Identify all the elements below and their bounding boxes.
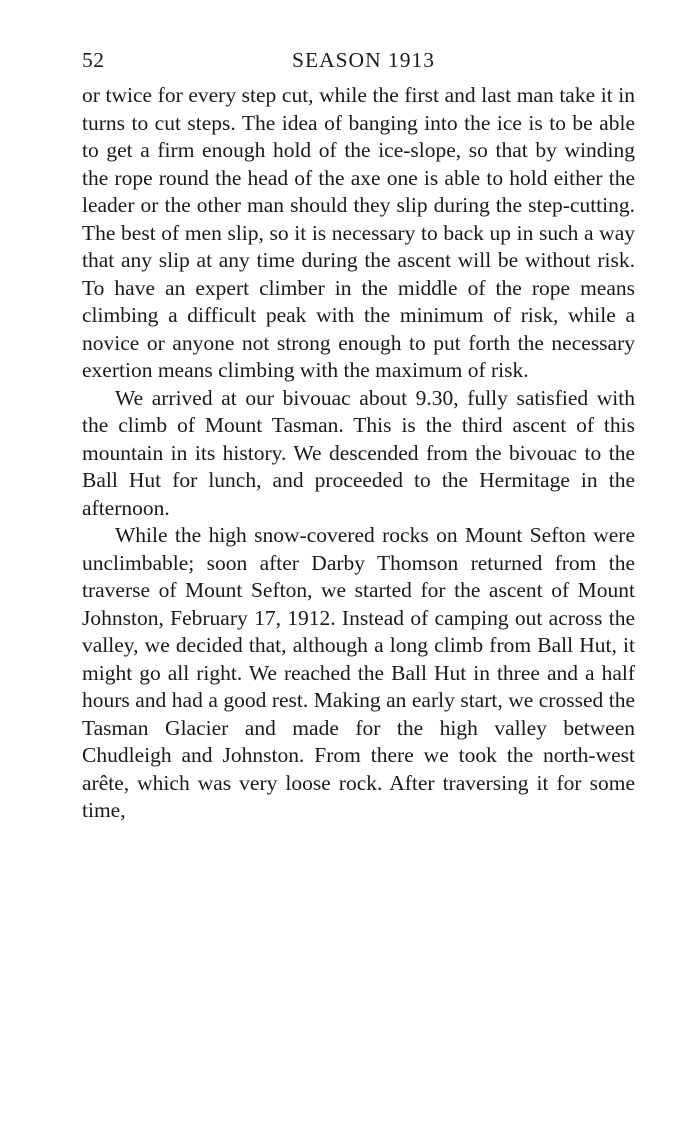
running-title: SEASON 1913: [291, 48, 435, 72]
body-text: [82, 82, 635, 825]
book-page: [82, 48, 635, 825]
paragraph-johnston: While the high snow-covered rocks on Mount Sefton were unclimbable; soon after Darby Thomson returned from the traverse of Mount Sefton, we started for the ascent of Mount Johnston, February 17, 1912. Instead of camping out across the valley, we decided that, although a long climb from Ball Hut, it might go all right. We reached the Ball Hut in three and a half hours and had a good rest. Making an early start, we crossed the Tasman Glacier and made for the high valley between Chudleigh and Johnston. From there we took the north-west arête, which was very loose rock. After traversing it for some time,: [82, 523, 635, 822]
paragraph-bivouac: We arrived at our bivouac about 9.30, fully satisfied with the climb of Mount Tasman. This is the third ascent of this mountain in its history. We descended from the bivouac to the Ball Hut for lunch, and proceeded to the Hermitage in the afternoon.: [82, 385, 635, 520]
paragraph-continued: or twice for every step cut, while the first and last man take it in turns to cut steps. The idea of banging into the ice is to be able to get a firm enough hold of the ice-slope, so that by winding the rope round the head of the axe one is able to hold either the leader or the other man should they slip during the step-cutting. The best of men slip, so it is necessary to back up in such a way that any slip at any time during the ascent will be without risk. To have an expert climber in the middle of the rope means climbing a difficult peak with the minimum of risk, while a novice or anyone not strong enough to put forth the necessary exertion means climbing with the maximum of risk.: [82, 83, 635, 382]
running-head: [82, 48, 635, 76]
page-number: 52: [82, 48, 105, 72]
